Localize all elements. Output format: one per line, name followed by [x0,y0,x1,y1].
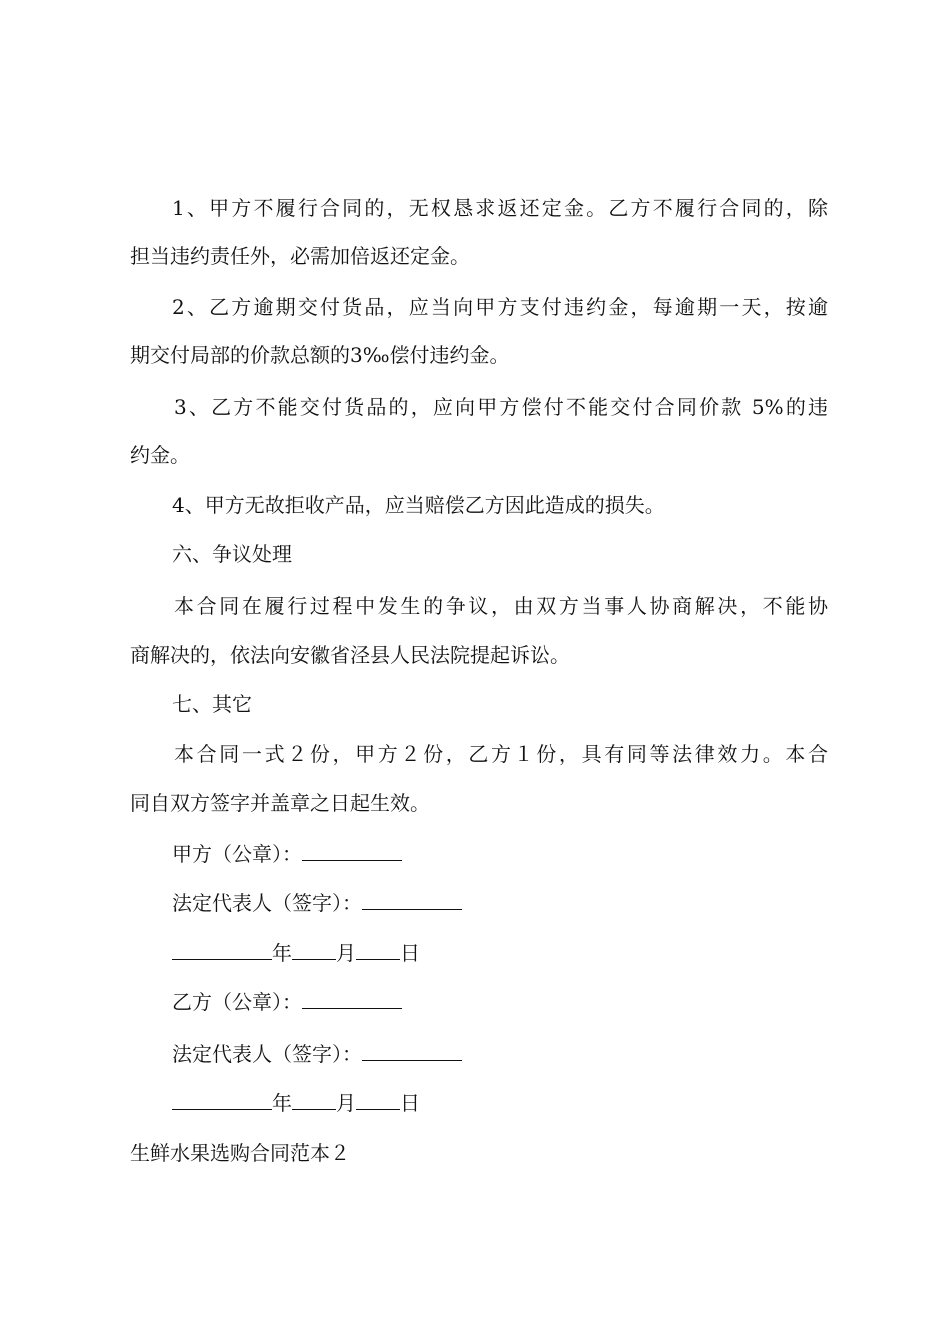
party-b-month-label: 月 [336,1091,356,1115]
party-a-year-blank[interactable] [172,939,272,960]
party-b-seal-line [172,988,402,1016]
party-a-rep-line [172,889,462,917]
section-7-heading: 七、其它 [172,692,252,716]
party-a-seal-label: 甲方（公章）： [172,842,302,866]
section-6-line-2: 商解决的，依法向安徽省泾县人民法院提起诉讼。 [130,643,570,667]
party-b-day-blank[interactable] [356,1089,400,1110]
party-b-year-blank[interactable] [172,1089,272,1110]
party-a-month-blank[interactable] [292,939,336,960]
party-a-seal-blank[interactable] [302,840,402,861]
clause-1-line-2: 担当违约责任外，必需加倍返还定金。 [130,244,470,268]
section-6-heading: 六、争议处理 [172,542,292,566]
party-b-seal-label: 乙方（公章）： [172,990,302,1014]
clause-2-line-2: 期交付局部的价款总额的3‰偿付违约金。 [130,343,510,367]
party-a-year-label: 年 [272,941,292,965]
party-b-rep-label: 法定代表人（签字）： [172,1042,362,1066]
clause-3-line-1: 3、乙方不能交付货品的，应向甲方偿付不能交付合同价款 5%的违 [174,395,828,419]
party-a-seal-line [172,840,402,868]
party-a-month-label: 月 [336,941,356,965]
clause-3-line-2: 约金。 [130,443,190,467]
party-b-rep-blank[interactable] [362,1040,462,1061]
clause-4-line-1: 4、甲方无故拒收产品，应当赔偿乙方因此造成的损失。 [172,493,665,517]
party-a-date-line [172,939,420,967]
party-a-day-blank[interactable] [356,939,400,960]
party-b-day-label: 日 [400,1091,420,1115]
next-contract-title: 生鲜水果选购合同范本２ [130,1141,350,1165]
party-a-day-label: 日 [400,941,420,965]
party-b-seal-blank[interactable] [302,988,402,1009]
section-7-line-2: 同自双方签字并盖章之日起生效。 [130,791,430,815]
section-7-line-1: 本合同一式２份，甲方２份，乙方１份，具有同等法律效力。本合 [174,742,828,766]
party-b-year-label: 年 [272,1091,292,1115]
section-6-line-1: 本合同在履行过程中发生的争议，由双方当事人协商解决，不能协 [174,594,828,618]
party-b-rep-line [172,1040,462,1068]
party-b-date-line [172,1089,420,1117]
party-b-month-blank[interactable] [292,1089,336,1110]
party-a-rep-label: 法定代表人（签字）： [172,891,362,915]
clause-2-line-1: 2、乙方逾期交付货品，应当向甲方支付违约金，每逾期一天，按逾 [172,295,828,319]
clause-1-line-1: 1、甲方不履行合同的，无权恳求返还定金。乙方不履行合同的，除 [172,196,828,220]
party-a-rep-blank[interactable] [362,889,462,910]
